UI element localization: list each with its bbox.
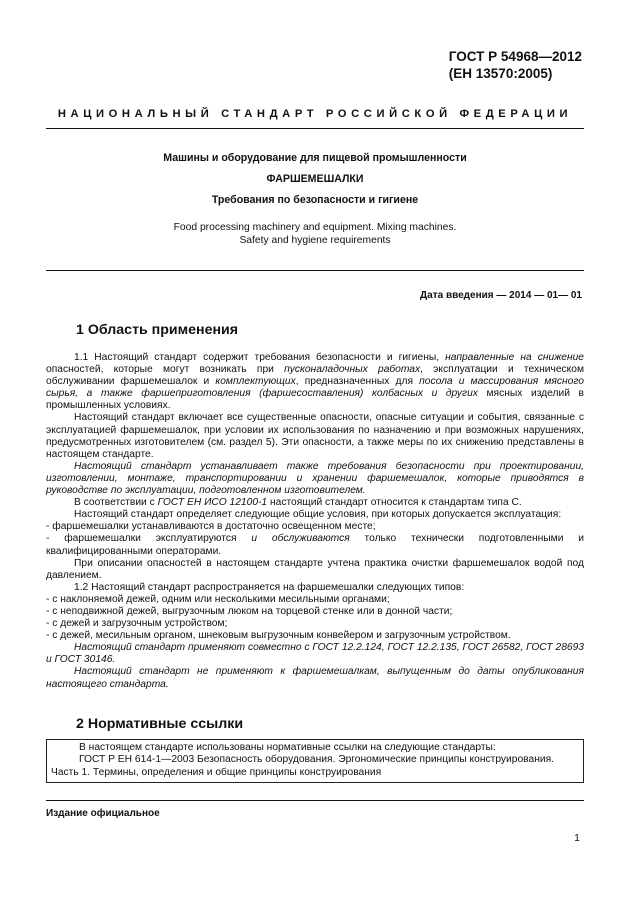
section-1-body [46, 352, 584, 691]
reference-gost-614-1: ГОСТ Р ЕН 614-1—2003 Безопасность оборудования. Эргономические принципы конструирования. [79, 754, 554, 766]
references-intro: В настоящем стандарте использованы нормативные ссылки на следующие стандарты: [79, 742, 496, 753]
paragraph-design-requirements: Настоящий стандарт устанавливает также требования безопасности при проектировании, изготовлении, монтаже, транспортировании и хранении фаршемешалок, которые приводятся в руководстве по эксплуатации, подготовленном изготовителем. [46, 460, 584, 497]
paragraph-1-1: 1.1 Настоящий стандарт содержит требования безопасности и гигиены, направленные на снижение опасностей, которые могут возникать при пусконаладочных работах, эксплуатации и техническом обслуживании фаршемешалок и комплектующих, предназначенных для посола и массирования мясного сырья, а также фаршеприготовления (фаршесоставления) колбасных и других мясных изделий в промышленных условиях. [46, 352, 585, 412]
section-2-heading: 2 Нормативные ссылки [76, 716, 244, 732]
paragraph-cleaning: При описании опасностей в настоящем стандарте учтена практика очистки фаршемешалок водой под давлением. [46, 557, 584, 581]
list-item-operators: - фаршемешалки эксплуатируются и обслуживаются только технически подготовленными и квалифицированными операторами. [46, 533, 584, 557]
normative-references-box [46, 739, 584, 783]
date-introduced: Дата введения — 2014 — 01— 01 [420, 290, 582, 301]
paragraph-not-applied: Настоящий стандарт не применяют к фаршемешалкам, выпущенным до даты опубликования настоящего стандарта. [46, 666, 584, 690]
title-line-2: ФАРШЕМЕШАЛКИ [266, 173, 364, 185]
list-item-lighting: - фаршемешалки устанавливаются в достаточно освещенном месте; [46, 521, 376, 533]
reference-gost-614-1-part: Часть 1. Термины, определения и общие принципы конструирования [51, 766, 382, 778]
title-rule [46, 270, 584, 271]
document-code [449, 48, 582, 82]
title-en [46, 221, 584, 247]
title-line-3: Требования по безопасности и гигиене [211, 194, 419, 206]
title-en-line-2: Safety and hygiene requirements [239, 235, 391, 246]
title-en-line-1: Food processing machinery and equipment. Mixing machines. [173, 222, 457, 233]
paragraph-joint-use: Настоящий стандарт применяют совместно с ГОСТ 12.2.124, ГОСТ 12.2.135, ГОСТ 26582, ГОСТ 28693 и ГОСТ 30146. [46, 642, 584, 666]
doc-equivalent: (ЕН 13570:2005) [448, 66, 553, 81]
national-standard-banner: НАЦИОНАЛЬНЫЙ СТАНДАРТ РОССИЙСКОЙ ФЕДЕРАЦИИ [57, 108, 573, 120]
list-item-tilting-bowl: - с наклоняемой дежей, одним или несколькими месильными органами; [46, 593, 390, 605]
paragraph-type-c: В соответствии с ГОСТ ЕН ИСО 12100-1 настоящий стандарт относится к стандартам типа С. [74, 497, 522, 509]
section-1-heading: 1 Область применения [76, 322, 239, 338]
doc-number: ГОСТ Р 54968—2012 [448, 49, 582, 64]
list-item-loader: - с дежей и загрузочным устройством; [46, 618, 228, 630]
official-edition-label: Издание официальное [46, 808, 160, 819]
list-item-screw-conveyor: - с дежей, месильным органом, шнековым выгрузочным конвейером и загрузочным устройством. [46, 630, 511, 642]
paragraph-1-2: 1.2 Настоящий стандарт распространяется на фаршемешалки следующих типов: [74, 581, 465, 593]
header-rule [46, 128, 584, 129]
list-item-fixed-bowl: - с неподвижной дежей, выгрузочным люком на торцевой стенке или в донной части; [46, 605, 453, 617]
paragraph-conditions: Настоящий стандарт определяет следующие общие условия, при которых допускается эксплуатация: [74, 509, 562, 521]
title-block [46, 152, 584, 247]
paragraph-scope-hazards: Настоящий стандарт включает все существенные опасности, опасные ситуации и события, связанные с эксплуатацией фаршемешалок, при условии их использования по назначению и при возможных нарушениях, предусмотренных изготовителем (см. раздел 5). Эти опасности, а также меры по их снижению представлены в настоящем стандарте. [46, 412, 584, 460]
page-number: 1 [574, 832, 580, 844]
footer-rule [46, 800, 584, 801]
title-line-1: Машины и оборудование для пищевой промышленности [163, 152, 467, 164]
